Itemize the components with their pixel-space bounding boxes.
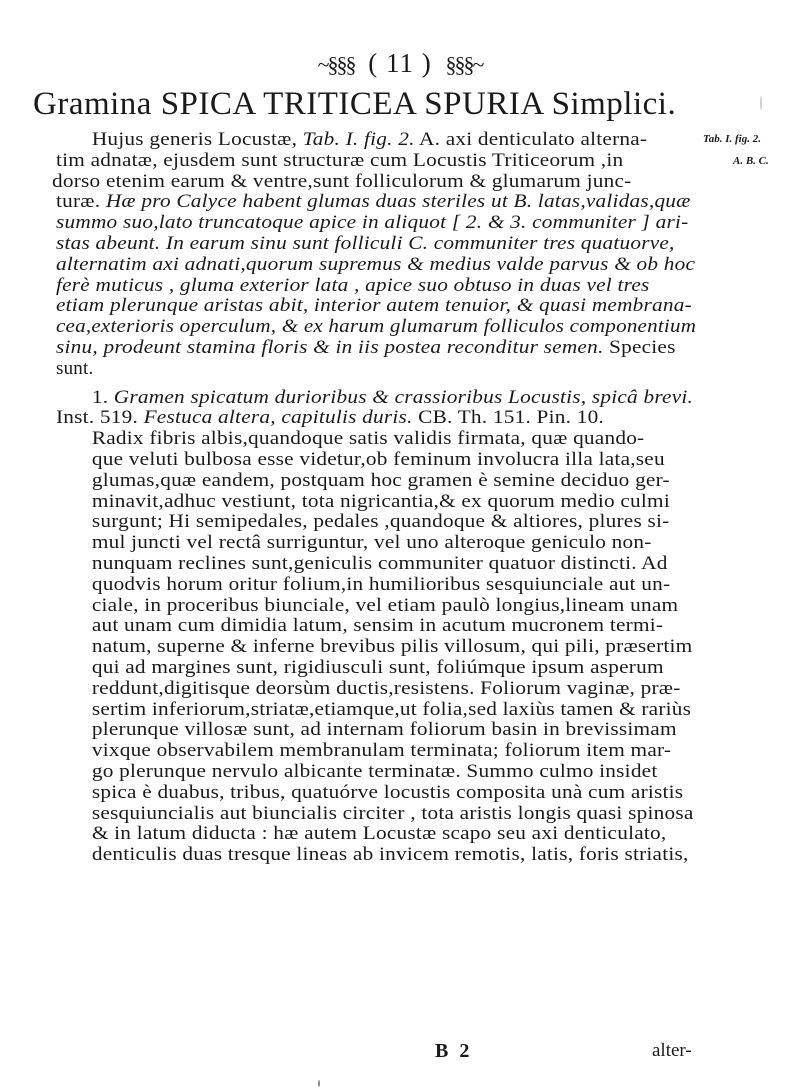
roman-text: nunquam reclines sunt,geniculis communiter quatuor distincti. Ad xyxy=(91,552,668,574)
text-line xyxy=(56,762,773,783)
roman-text: minavit,adhuc vestiunt, tota nigricantia,& ex quorum medio culmi xyxy=(91,490,670,512)
roman-text: Inst. 519. xyxy=(56,407,144,429)
roman-text: reddunt,digitisque deorsùm ductis,resistens. Foliorum vaginæ, præ- xyxy=(91,677,681,699)
text-line xyxy=(56,213,773,234)
roman-text: CB. Th. 151. Pin. 10. xyxy=(412,407,604,429)
roman-text: & in latum diducta : hæ autem Locustæ scapo seu axi denticulato, xyxy=(91,823,667,845)
roman-text: sesquiuncialis aut biuncialis circiter , tota aristis longis quasi spinosa xyxy=(91,802,694,824)
roman-text: spica è duabus, tribus, quatuórve locustis composita unà cum aristis xyxy=(91,781,684,803)
page-title: Gramina SPICA TRITICEA SPURIA Simplici. xyxy=(33,86,677,122)
text-line xyxy=(56,658,773,679)
text-line xyxy=(56,679,773,700)
roman-text: dorso etenim earum & ventre,sunt folliculorum & glumarum junc- xyxy=(52,170,632,192)
paper-speck xyxy=(760,96,762,110)
catchword: alter- xyxy=(652,1040,692,1061)
ornament-right: §§§~ xyxy=(445,52,483,77)
italic-text: ferè muticus , gluma exterior lata , apice suo obtuso in duas vel tres xyxy=(56,274,650,296)
roman-text: 1. xyxy=(91,386,114,408)
roman-text: surgunt; Hi semipedales, pedales ,quandoque & altiores, plures si- xyxy=(91,511,670,533)
roman-text: Hujus generis Locustæ, xyxy=(91,129,303,150)
text-line xyxy=(56,151,773,172)
roman-text: tim adnatæ, ejusdem sunt structuræ cum Locustis Triticeorum ,in xyxy=(56,149,624,171)
ornament-left: ~§§§ xyxy=(317,52,355,77)
italic-text: alternatim axi adnati,quorum supremus & medius valde parvus & ob hoc xyxy=(56,253,696,275)
roman-text: Species xyxy=(603,336,676,358)
text-line xyxy=(56,783,773,804)
text-line xyxy=(56,255,773,276)
italic-text: Festuca altera, capitulis duris. xyxy=(143,407,413,429)
roman-text: que veluti bulbosa esse videtur,ob feminum involucra illa lata,seu xyxy=(91,448,665,470)
page-number: ( 11 ) xyxy=(368,48,432,78)
text-line xyxy=(56,296,773,317)
roman-text: quodvis horum oritur folium,in humilioribus sesquiunciale aut un- xyxy=(91,573,671,595)
margin-note-letters: A. B. C. xyxy=(733,155,769,167)
italic-text: etiam plerunque aristas abit, interior autem tenuior, & quasi membrana- xyxy=(56,295,692,317)
roman-text: sunt. xyxy=(56,357,94,379)
roman-text: go plerunque nervulo albicante terminatæ. Summo culmo insidet xyxy=(91,760,658,782)
italic-text: Hæ pro Calyce habent glumas duas steriles ut B. latas,validas,quæ xyxy=(105,191,691,213)
text-line xyxy=(56,554,773,575)
text-line xyxy=(56,637,773,658)
paper-speck xyxy=(318,1080,320,1087)
roman-text: qui ad margines sunt, rigidiusculi sunt, foliúmque ipsum asperum xyxy=(91,656,664,678)
text-line xyxy=(56,804,773,825)
text-line xyxy=(56,512,773,533)
italic-text: stas abeunt. In earum sinu sunt folliculi C. communiter tres quatuorve, xyxy=(56,232,675,254)
text-line xyxy=(56,429,773,450)
roman-text: Radix fibris albis,quandoque satis validis firmata, quæ quando- xyxy=(91,428,645,450)
roman-text: ciale, in proceribus biunciale, vel etiam paulò longius,lineam unam xyxy=(91,594,679,616)
italic-text: sinu, prodeunt stamina floris & in iis postea reconditur semen. xyxy=(56,336,604,358)
text-line xyxy=(56,720,773,741)
text-line xyxy=(56,616,773,637)
roman-text: plerunque villosæ sunt, ad internam foliorum basin in brevissimam xyxy=(91,719,677,741)
text-line xyxy=(56,408,773,429)
italic-text: cea,exterioris operculum, & ex harum glumarum folliculos componentium xyxy=(56,316,697,338)
text-line xyxy=(56,471,773,492)
margin-note-figure: Tab. I. fig. 2. xyxy=(703,133,761,145)
roman-text: denticulis duas tresque lineas ab invicem remotis, latis, foris striatis, xyxy=(91,844,689,866)
italic-text: Gramen spicatum durioribus & crassioribus Locustis, spicâ brevi. xyxy=(113,386,694,408)
text-line xyxy=(56,700,773,721)
roman-text: aut unam cum dimidia latum, sensim in acutum mucronem termi- xyxy=(91,615,664,637)
text-line xyxy=(56,192,773,213)
page-header xyxy=(0,48,800,79)
roman-text: vixque observabilem membranulam terminata; foliorum item mar- xyxy=(91,740,672,762)
text-line xyxy=(56,234,773,255)
text-line xyxy=(52,172,773,193)
text-line xyxy=(56,596,773,617)
roman-text: mul juncti vel rectâ surriguntur, vel uno alteroque geniculo non- xyxy=(91,532,652,554)
italic-text: summo suo,lato truncatoque apice in aliquot [ 2. & 3. communiter ] ari- xyxy=(56,212,689,234)
text-line xyxy=(56,388,773,409)
roman-text: natum, superne & inferne brevibus pilis villosum, qui pili, præsertim xyxy=(91,636,693,658)
text-line xyxy=(56,575,773,596)
text-line xyxy=(56,824,773,845)
text-line xyxy=(56,338,773,359)
roman-text: turæ. xyxy=(56,191,106,213)
roman-text: glumas,quæ eandem, postquam hoc gramen è semine deciduo ger- xyxy=(91,469,670,491)
roman-text: A. axi denticulato alterna- xyxy=(414,129,648,150)
signature-mark: B 2 xyxy=(435,1040,473,1062)
body-text xyxy=(52,129,697,866)
text-line xyxy=(56,450,773,471)
text-line xyxy=(56,276,773,297)
roman-text: sertim inferiorum,striatæ,etiamque,ut folia,sed laxiùs tamen & rariùs xyxy=(91,698,692,720)
text-line xyxy=(56,317,764,338)
text-line xyxy=(56,359,696,380)
text-line xyxy=(56,741,773,762)
italic-text: Tab. I. fig. 2. xyxy=(302,129,415,150)
text-line xyxy=(56,130,773,151)
text-line xyxy=(56,845,773,866)
text-line xyxy=(56,492,773,513)
text-line xyxy=(56,533,773,554)
